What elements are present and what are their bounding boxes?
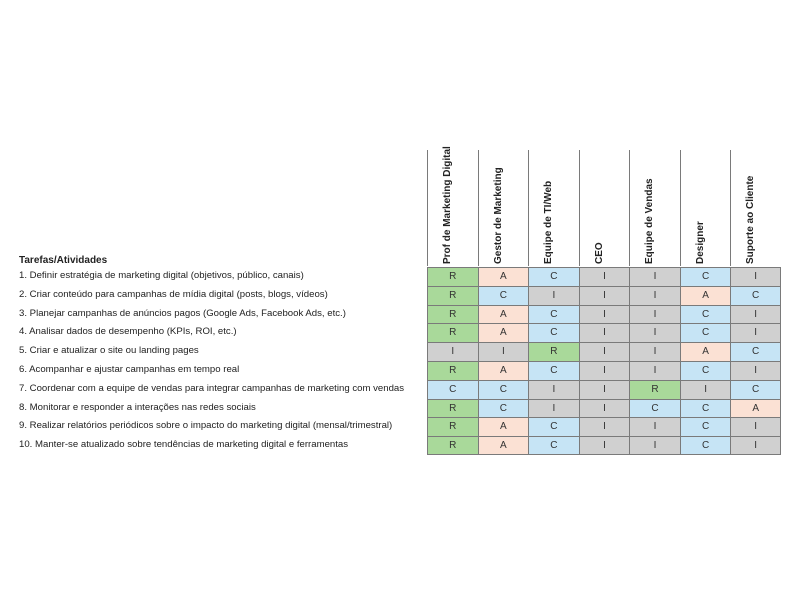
raci-cell[interactable]: C xyxy=(730,380,781,399)
raci-cell[interactable]: I xyxy=(478,342,529,361)
raci-cell[interactable]: C xyxy=(528,305,579,324)
raci-cell[interactable]: I xyxy=(629,305,680,324)
raci-cell[interactable]: I xyxy=(579,436,630,455)
raci-cell[interactable]: I xyxy=(579,323,630,342)
raci-cell[interactable]: A xyxy=(478,323,529,342)
raci-cell[interactable]: I xyxy=(528,286,579,305)
raci-cell[interactable]: I xyxy=(629,436,680,455)
table-row xyxy=(19,342,781,361)
task-label-cell[interactable]: 3. Planejar campanhas de anúncios pagos (Google Ads, Facebook Ads, etc.) xyxy=(19,307,346,319)
raci-cell[interactable]: A xyxy=(478,436,529,455)
column-header-label: Suporte ao Cliente xyxy=(745,175,757,264)
task-label-cell[interactable]: 8. Monitorar e responder a interações nas redes sociais xyxy=(19,401,256,413)
task-label-cell[interactable]: 9. Realizar relatórios periódicos sobre o impacto do marketing digital (mensal/trimestral) xyxy=(19,420,393,432)
raci-cell[interactable]: I xyxy=(579,417,630,436)
raci-cell[interactable]: C xyxy=(478,399,529,418)
table-row xyxy=(19,267,781,286)
raci-cells xyxy=(427,361,781,380)
raci-cell[interactable]: R xyxy=(427,286,478,305)
raci-cell[interactable]: I xyxy=(629,286,680,305)
raci-cell[interactable]: R xyxy=(427,399,478,418)
role-column-headers xyxy=(427,146,781,266)
raci-cell[interactable]: I xyxy=(629,361,680,380)
raci-cell[interactable]: I xyxy=(579,305,630,324)
raci-cell[interactable]: I xyxy=(629,417,680,436)
raci-cell[interactable]: I xyxy=(730,323,781,342)
column-header-equipe-ti-web[interactable] xyxy=(528,150,579,266)
raci-cell[interactable]: A xyxy=(478,305,529,324)
column-header-label: CEO xyxy=(593,242,605,264)
task-label-cell[interactable]: 2. Criar conteúdo para campanhas de mídia digital (posts, blogs, vídeos) xyxy=(19,288,328,300)
raci-cell[interactable]: R xyxy=(629,380,680,399)
raci-cell[interactable]: R xyxy=(427,323,478,342)
column-header-designer[interactable] xyxy=(680,150,731,266)
column-header-prof-marketing-digital[interactable] xyxy=(427,146,478,266)
table-row xyxy=(19,380,781,399)
raci-cell[interactable]: A xyxy=(478,361,529,380)
raci-cell[interactable]: I xyxy=(579,267,630,286)
raci-cell[interactable]: A xyxy=(478,417,529,436)
raci-cell[interactable]: I xyxy=(579,361,630,380)
table-row xyxy=(19,286,781,305)
raci-cell[interactable]: C xyxy=(680,305,731,324)
raci-cell[interactable]: I xyxy=(629,323,680,342)
raci-cells xyxy=(427,267,781,286)
raci-cell[interactable]: C xyxy=(528,417,579,436)
raci-cell[interactable]: I xyxy=(730,417,781,436)
raci-cell[interactable]: R xyxy=(427,361,478,380)
raci-cell[interactable]: R xyxy=(427,436,478,455)
raci-cell[interactable]: I xyxy=(579,380,630,399)
raci-cell[interactable]: I xyxy=(427,342,478,361)
task-label-cell[interactable]: 10. Manter-se atualizado sobre tendências de marketing digital e ferramentas xyxy=(19,439,349,451)
column-header-label: Equipe de TI/Web xyxy=(543,180,555,264)
column-header-label: Gestor de Marketing xyxy=(492,167,504,264)
table-row xyxy=(19,323,781,342)
raci-cell[interactable]: I xyxy=(528,380,579,399)
raci-cell[interactable]: C xyxy=(680,436,731,455)
raci-cell[interactable]: C xyxy=(629,399,680,418)
column-header-ceo[interactable] xyxy=(579,150,630,266)
raci-cell[interactable]: R xyxy=(427,305,478,324)
raci-cell[interactable]: I xyxy=(579,342,630,361)
raci-cell[interactable]: C xyxy=(478,286,529,305)
raci-cell[interactable]: C xyxy=(427,380,478,399)
raci-cell[interactable]: R xyxy=(528,342,579,361)
raci-cell[interactable]: I xyxy=(730,305,781,324)
column-header-gestor-marketing[interactable] xyxy=(478,150,529,266)
table-row xyxy=(19,436,781,455)
raci-cell[interactable]: A xyxy=(680,286,731,305)
raci-cells xyxy=(427,399,781,418)
column-header-equipe-vendas[interactable] xyxy=(629,150,680,266)
raci-cell[interactable]: A xyxy=(680,342,731,361)
raci-cell[interactable]: C xyxy=(478,380,529,399)
table-row xyxy=(19,361,781,380)
table-row xyxy=(19,305,781,324)
raci-cell[interactable]: I xyxy=(730,267,781,286)
task-label-cell[interactable]: 5. Criar e atualizar o site ou landing pages xyxy=(19,345,199,357)
task-label-cell[interactable]: 1. Definir estratégia de marketing digital (objetivos, público, canais) xyxy=(19,270,304,281)
raci-cell[interactable]: C xyxy=(680,323,731,342)
raci-cell[interactable]: A xyxy=(730,399,781,418)
raci-cell[interactable]: C xyxy=(680,417,731,436)
column-header-label: Equipe de Vendas xyxy=(644,178,656,264)
raci-cell[interactable]: C xyxy=(680,361,731,380)
raci-cell[interactable]: I xyxy=(730,361,781,380)
raci-cells xyxy=(427,417,781,436)
task-label-cell[interactable]: 4. Analisar dados de desempenho (KPIs, ROI, etc.) xyxy=(19,326,237,338)
raci-cell[interactable]: C xyxy=(528,323,579,342)
column-header-label: Prof de Marketing Digital xyxy=(442,146,453,264)
task-label-cell[interactable]: 6. Acompanhar e ajustar campanhas em tempo real xyxy=(19,363,240,375)
raci-cell[interactable]: C xyxy=(528,436,579,455)
raci-cell[interactable]: C xyxy=(730,342,781,361)
raci-cells xyxy=(427,380,781,399)
raci-cell[interactable]: R xyxy=(427,267,478,286)
table-row xyxy=(19,399,781,418)
raci-cell[interactable]: I xyxy=(528,399,579,418)
raci-cell[interactable]: C xyxy=(680,399,731,418)
raci-cell[interactable]: C xyxy=(528,267,579,286)
raci-cells xyxy=(427,436,781,455)
raci-cell[interactable]: A xyxy=(478,267,529,286)
raci-cell[interactable]: I xyxy=(680,380,731,399)
raci-cell[interactable]: C xyxy=(730,286,781,305)
raci-cell[interactable]: I xyxy=(579,399,630,418)
raci-cells xyxy=(427,305,781,324)
raci-cells xyxy=(427,286,781,305)
table-row xyxy=(19,417,781,436)
column-header-label: Designer xyxy=(694,221,706,264)
tasks-column-title[interactable]: Tarefas/Atividades xyxy=(19,255,108,266)
raci-cell[interactable]: R xyxy=(427,417,478,436)
raci-cells xyxy=(427,323,781,342)
raci-cell[interactable]: C xyxy=(528,361,579,380)
task-rows xyxy=(19,267,781,455)
task-label-cell[interactable]: 7. Coordenar com a equipe de vendas para integrar campanhas de marketing com vendas xyxy=(19,382,405,394)
raci-cell[interactable]: I xyxy=(730,436,781,455)
raci-cells xyxy=(427,342,781,361)
raci-cell[interactable]: I xyxy=(629,267,680,286)
raci-cell[interactable]: I xyxy=(629,342,680,361)
column-header-suporte-cliente[interactable] xyxy=(730,150,781,266)
raci-cell[interactable]: C xyxy=(680,267,731,286)
raci-cell[interactable]: I xyxy=(579,286,630,305)
